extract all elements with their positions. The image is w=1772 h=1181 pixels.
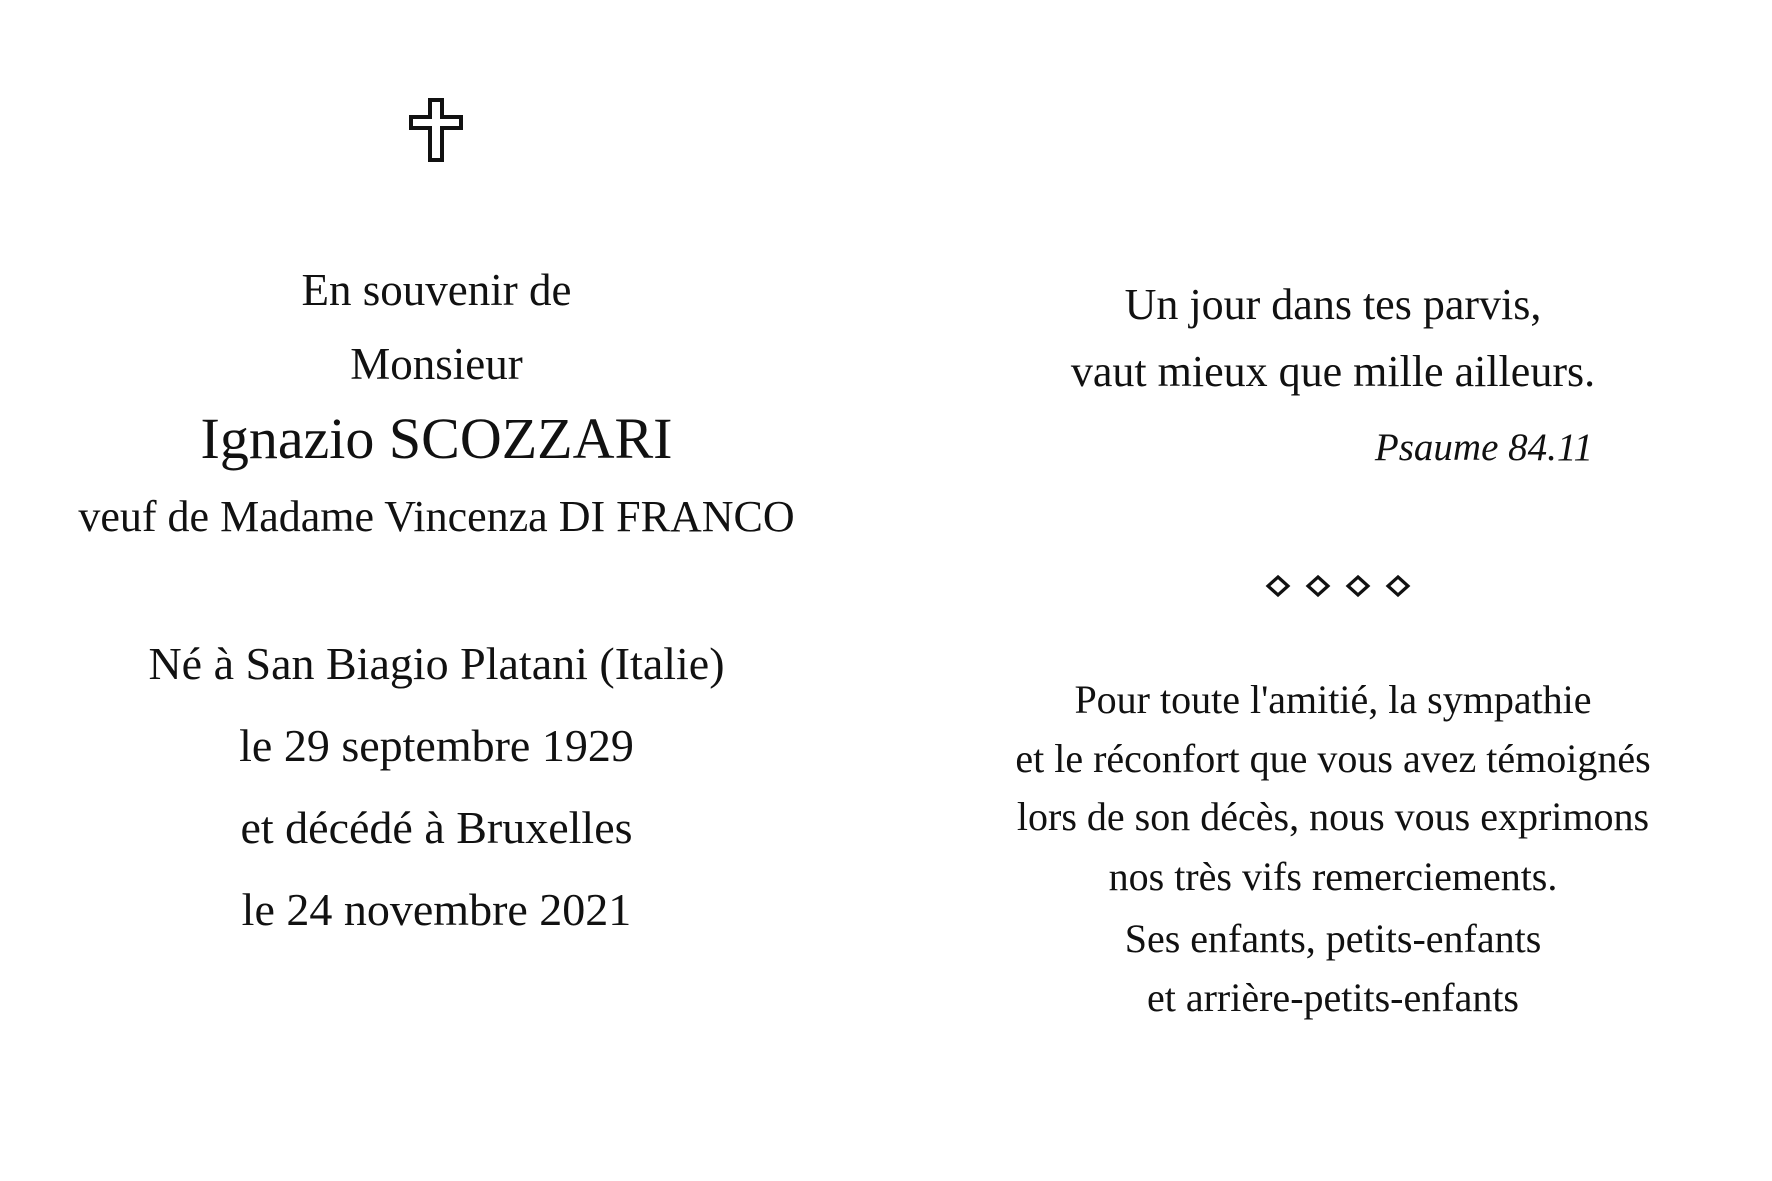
signature-line-1: Ses enfants, petits-enfants [1124,916,1542,961]
diamond-ornament-icon [1263,573,1413,599]
in-memory-label: En souvenir de [301,265,572,315]
widower-of: veuf de Madame Vincenza DI FRANCO [78,492,795,541]
birth-place: Né à San Biagio Platani (Italie) [148,638,725,689]
thanks-line-2: et le réconfort que vous avez témoignés [1015,736,1651,781]
thanks-line-4: nos très vifs remerciements. [1108,854,1558,899]
honorific: Monsieur [350,339,523,389]
verse-line-2: vaut mieux que mille ailleurs. [1070,347,1596,396]
death-date: le 24 novembre 2021 [241,884,632,935]
verse-line-1: Un jour dans tes parvis, [1124,280,1542,329]
death-place: et décédé à Bruxelles [240,802,633,853]
signature-line-2: et arrière-petits-enfants [1146,975,1519,1020]
birth-date: le 29 septembre 1929 [239,720,634,771]
cross-icon [408,97,464,163]
thanks-line-3: lors de son décès, nous vous exprimons [1016,794,1650,839]
verse-reference: Psaume 84.11 [1374,426,1593,469]
thanks-line-1: Pour toute l'amitié, la sympathie [1074,677,1592,722]
deceased-name: Ignazio SCOZZARI [200,406,673,471]
